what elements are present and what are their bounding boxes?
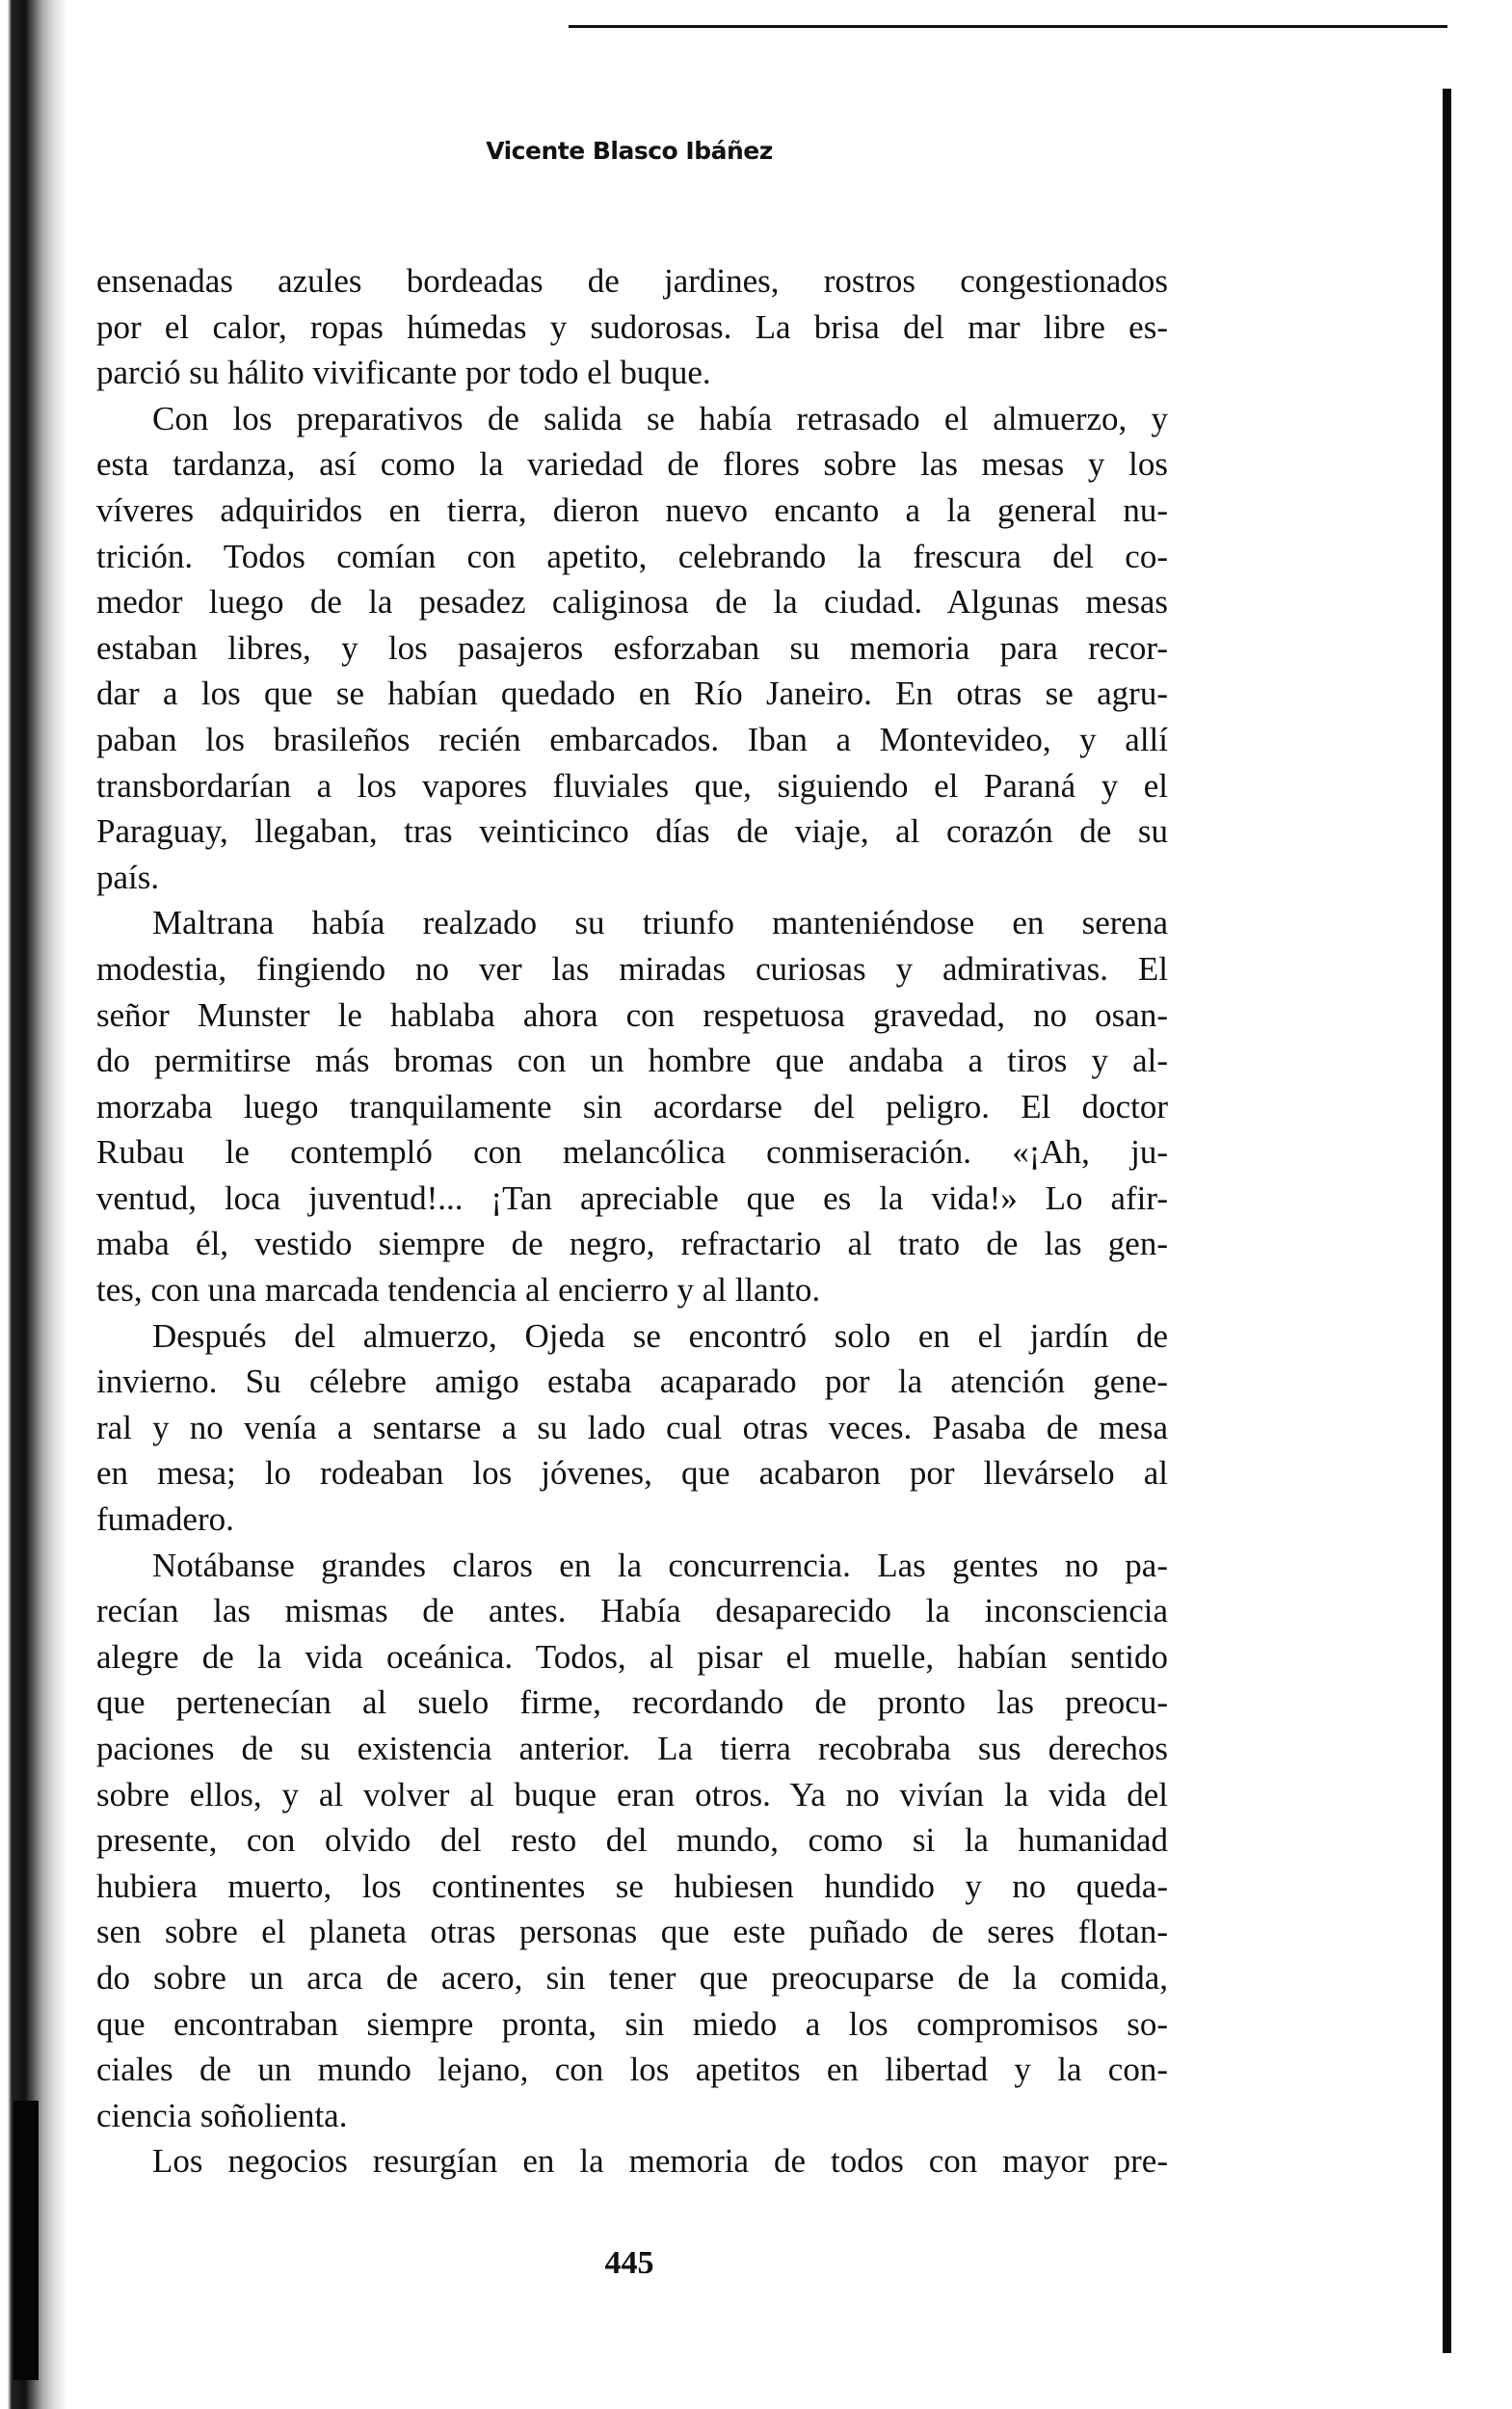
body-text xyxy=(96,258,1168,2184)
text-line: maba él, vestido siempre de negro, refractario al trato de las gen- xyxy=(96,1225,1168,1263)
text-line: ciencia soñolienta. xyxy=(96,2096,348,2134)
text-line: paciones de su existencia anterior. La tierra recobraba sus derechos xyxy=(96,1730,1168,1767)
text-line: víveres adquiridos en tierra, dieron nuevo encanto a la general nu- xyxy=(96,490,1168,529)
text-line: fumadero. xyxy=(96,1500,234,1539)
scan-top-edge-line xyxy=(569,25,1447,28)
text-line: estaban libres, y los pasajeros esforzaban su memoria para recor- xyxy=(96,628,1168,667)
text-line: en mesa; lo rodeaban los jóvenes, que acabaron por llevárselo al xyxy=(96,1454,1168,1493)
text-line: que pertenecían al suelo firme, recordando de pronto las preocu- xyxy=(96,1683,1168,1722)
text-line: esta tardanza, así como la variedad de flores sobre las mesas y los xyxy=(96,445,1168,484)
text-line: Con los preparativos de salida se había retrasado el almuerzo, y xyxy=(152,399,1168,437)
text-line: que encontraban siempre pronta, sin miedo a los compromisos so- xyxy=(96,2004,1168,2043)
text-line: Maltrana había realzado su triunfo manteniéndose en serena xyxy=(152,904,1168,942)
text-line: señor Munster le hablaba ahora con respetuosa gravedad, no osan- xyxy=(96,995,1168,1034)
text-line: parció su hálito vivificante por todo el buque. xyxy=(96,354,711,392)
text-line: sobre ellos, y al volver al buque eran otros. Ya no vivían la vida del xyxy=(96,1775,1168,1813)
text-line: ral y no venía a sentarse a su lado cual otras veces. Pasaba de mesa xyxy=(96,1408,1168,1446)
text-line: ensenadas azules bordeadas de jardines, rostros congestionados xyxy=(96,262,1168,300)
text-line: país. xyxy=(96,858,160,896)
text-line: recían las mismas de antes. Había desaparecido la inconsciencia xyxy=(96,1592,1168,1630)
text-line: por el calor, ropas húmedas y sudorosas. La brisa del mar libre es- xyxy=(96,307,1168,346)
text-line: do sobre un arca de acero, sin tener que preocuparse de la comida, xyxy=(96,1958,1168,1997)
text-line: transbordarían a los vapores fluviales que, siguiendo el Paraná y el xyxy=(96,766,1168,805)
text-line: hubiera muerto, los continentes se hubiesen hundido y no queda- xyxy=(96,1866,1168,1905)
text-line: Rubau le contempló con melancólica conmiseración. «¡Ah, ju- xyxy=(96,1133,1168,1172)
text-line: tes, con una marcada tendencia al encierro y al llanto. xyxy=(96,1271,821,1310)
text-line: invierno. Su célebre amigo estaba acaparado por la atención gene- xyxy=(96,1363,1168,1401)
scan-binding-edge xyxy=(13,2101,39,2380)
text-line: modestia, fingiendo no ver las miradas curiosas y admirativas. El xyxy=(96,949,1168,988)
text-line: Paraguay, llegaban, tras veinticinco días de viaje, al corazón de su xyxy=(96,812,1168,851)
text-line: presente, con olvido del resto del mundo, como si la humanidad xyxy=(96,1821,1168,1860)
scan-right-edge-line xyxy=(1443,89,1451,2353)
text-line: do permitirse más bromas con un hombre que andaba a tiros y al- xyxy=(96,1042,1168,1080)
text-line: sen sobre el planeta otras personas que este puñado de seres flotan- xyxy=(96,1913,1168,1951)
text-line: Notábanse grandes claros en la concurrencia. Las gentes no pa- xyxy=(152,1546,1168,1584)
text-line: dar a los que se habían quedado en Río Janeiro. En otras se agru- xyxy=(96,675,1168,713)
text-line: alegre de la vida oceánica. Todos, al pisar el muelle, habían sentido xyxy=(96,1637,1168,1676)
page-number: 445 xyxy=(604,2245,654,2281)
text-line: paban los brasileños recién embarcados. Iban a Montevideo, y allí xyxy=(96,720,1168,758)
running-header: Vicente Blasco Ibáñez xyxy=(486,137,773,165)
text-line: trición. Todos comían con apetito, celebrando la frescura del co- xyxy=(96,537,1168,575)
text-line: morzaba luego tranquilamente sin acordarse del peligro. El doctor xyxy=(96,1087,1168,1125)
scan-binding-shadow xyxy=(0,0,67,2409)
text-line: ventud, loca juventud!... ¡Tan apreciable que es la vida!» Lo afir- xyxy=(96,1178,1168,1217)
text-line: medor luego de la pesadez caliginosa de la ciudad. Algunas mesas xyxy=(96,583,1168,622)
text-line: Los negocios resurgían en la memoria de todos con mayor pre- xyxy=(152,2142,1168,2181)
text-line: Después del almuerzo, Ojeda se encontró solo en el jardín de xyxy=(152,1316,1168,1355)
text-line: ciales de un mundo lejano, con los apetitos en libertad y la con- xyxy=(96,2051,1168,2089)
